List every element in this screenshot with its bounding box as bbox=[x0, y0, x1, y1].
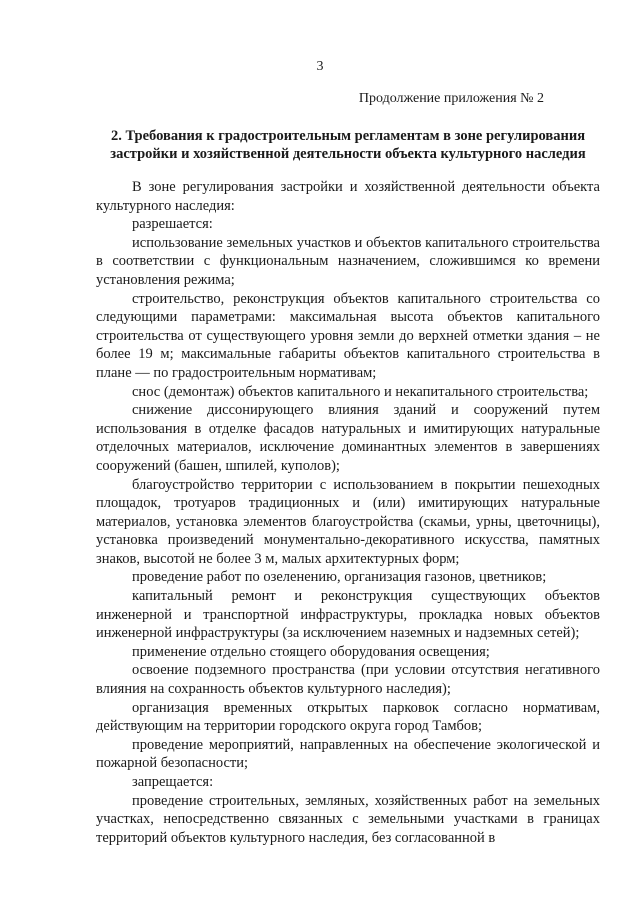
paragraph: проведение строительных, земляных, хозяйственных работ на земельных участках, непосредственно связанных с земельными участками в границах территорий объектов культурного наследия, без согласованной в bbox=[96, 792, 600, 846]
paragraph: проведение мероприятий, направленных на обеспечение экологической и пожарной безопасности; bbox=[96, 736, 600, 772]
paragraph: В зоне регулирования застройки и хозяйственной деятельности объекта культурного наследия: bbox=[96, 179, 600, 214]
section-title bbox=[96, 127, 600, 163]
appendix-continuation-note: Продолжение приложения № 2 bbox=[358, 91, 544, 106]
paragraph: освоение подземного пространства (при условии отсутствия негативного влияния на сохранность объектов культурного наследия); bbox=[96, 662, 600, 698]
paragraph: проведение работ по озеленению, организация газонов, цветников; bbox=[132, 569, 547, 586]
document-body bbox=[96, 178, 600, 847]
paragraph: запрещается: bbox=[132, 774, 214, 790]
paragraph: использование земельных участков и объектов капитального строительства в соответствии с функциональным назначением, сложившимся ко времени установления режима; bbox=[96, 234, 600, 288]
paragraph: снос (демонтаж) объектов капитального и некапитального строительства; bbox=[132, 383, 589, 400]
paragraph: строительство, реконструкция объектов капитального строительства со следующими параметрами: максимальная высота объектов капитального строительства от существующего уровня земли до верхней отметки здания – не более 19 м; максимальные габариты объектов капитального строительства в плане — по градостроительным нормативам; bbox=[96, 290, 600, 381]
paragraph: снижение диссонирующего влияния зданий и сооружений путем использования в отделке фасадов натуральных и имитирующих натуральные отделочных материалов, исключение доминантных элементов в завершениях сооружений (башен, шпилей, куполов); bbox=[96, 402, 600, 474]
paragraph: благоустройство территории с использованием в покрытии пешеходных площадок, тротуаров традиционных и (или) имитирующих натуральные материалов, установка элементов благоустройства (скамьи, урны, цветочницы), установка произведений монументально-декоративного искусства, памятных знаков, высотой не более 3 м, малых архитектурных форм; bbox=[96, 476, 600, 567]
paragraph: организация временных открытых парковок согласно нормативам, действующим на территории городского округа город Тамбов; bbox=[96, 699, 600, 735]
paragraph: применение отдельно стоящего оборудования освещения; bbox=[132, 643, 490, 660]
section-title-line-1: 2. Требования к градостроительным регламентам в зоне регулирования bbox=[110, 128, 586, 144]
paragraph: разрешается: bbox=[132, 216, 213, 233]
paragraph: капитальный ремонт и реконструкция существующих объектов инженерной и транспортной инфраструктуры, прокладка новых объектов инженерной инфраструктуры (за исключением наземных и надземных сетей); bbox=[96, 588, 600, 642]
page-number: 3 bbox=[316, 59, 324, 74]
section-title-line-2: застройки и хозяйственной деятельности объекта культурного наследия bbox=[110, 146, 586, 162]
